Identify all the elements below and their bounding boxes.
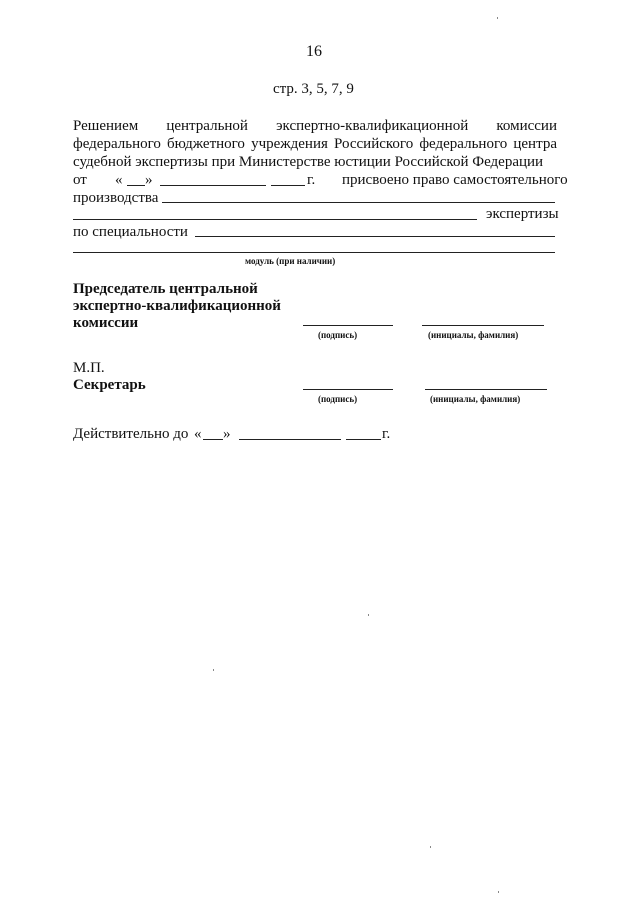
production-field[interactable] [162,202,555,203]
secretary-signature-field[interactable] [303,389,393,390]
chairman-signature-field[interactable] [303,325,393,326]
scan-speck [497,17,498,19]
production-label: производства [73,190,159,206]
chairman-title-line-1: Председатель центральной [73,281,258,297]
specialty-field[interactable] [195,236,555,237]
pages-reference: стр. 3, 5, 7, 9 [273,81,354,97]
validity-label: Действительно до [73,426,189,442]
validity-quote-open: « [194,426,202,442]
secretary-title: Секретарь [73,377,146,393]
expertise-field[interactable] [73,219,477,220]
granted-text: присвоено право самостоятельного [342,172,568,188]
decision-line-3: судебной экспертизы при Министерстве юстиции Российской Федерации [73,154,544,170]
chairman-title-line-3: комиссии [73,315,139,331]
decision-line-2: федерального бюджетного учреждения Российского федерального центра [73,136,557,152]
date-year-suffix: г. [307,172,316,188]
chairman-signature-caption: (подпись) [318,330,358,340]
secretary-name-caption: (инициалы, фамилия) [430,394,521,404]
validity-year-field[interactable] [346,439,381,440]
date-month-field[interactable] [160,185,266,186]
scan-speck [498,891,499,893]
page-number: 16 [306,43,322,60]
validity-month-field[interactable] [239,439,341,440]
validity-day-field[interactable] [203,439,223,440]
chairman-title-line-2: экспертно-квалификационной [73,298,281,314]
decision-line-1: Решением центральной экспертно-квалификационной комиссии [73,118,557,134]
validity-quote-close: » [223,426,231,442]
expertise-label: экспертизы [486,206,559,222]
module-field[interactable] [73,252,555,253]
secretary-signature-caption: (подпись) [318,394,358,404]
specialty-label: по специальности [73,224,188,240]
date-day-field[interactable] [127,185,145,186]
date-quote-close: » [145,172,153,188]
chairman-name-caption: (инициалы, фамилия) [428,330,519,340]
validity-year-suffix: г. [382,426,391,442]
from-label: от [73,172,87,188]
date-year-field[interactable] [271,185,305,186]
secretary-name-field[interactable] [425,389,547,390]
scan-speck [368,614,369,616]
date-quote-open: « [115,172,123,188]
scan-speck [213,669,214,671]
chairman-name-field[interactable] [422,325,544,326]
scan-speck [430,846,431,848]
module-caption: модуль (при наличии) [245,256,336,266]
seal-label: М.П. [73,360,105,376]
